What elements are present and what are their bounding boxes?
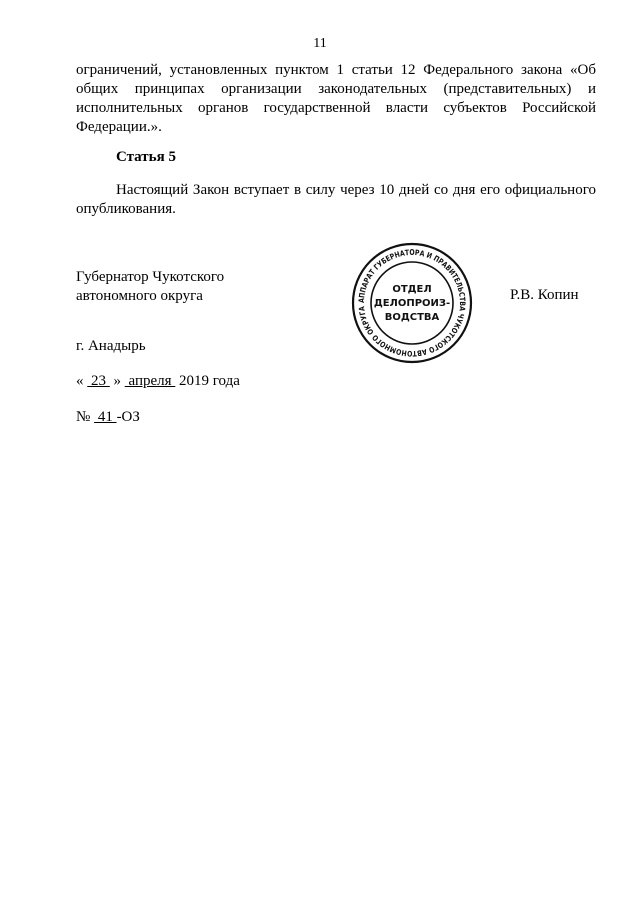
continuation-paragraph <box>76 61 596 137</box>
law-number-prefix: № <box>76 409 91 425</box>
date-open-quote: « <box>76 373 84 389</box>
article-paragraph <box>76 181 596 219</box>
date-month: апреля <box>124 373 176 389</box>
stamp-center-line3: ВОДСТВА <box>384 312 440 323</box>
stamp-center-line2: ДЕЛОПРОИЗ- <box>373 298 451 309</box>
date-line <box>76 373 240 390</box>
continuation-text: ограничений, установленных пунктом 1 статьи 12 Федерального закона «Об общих принципах организации законодательных (представительных) и исполнительных органов государственной власти субъектов Российской Федерации.». <box>76 62 596 135</box>
stamp-center-line1: ОТДЕЛ <box>392 284 432 295</box>
article-text: Настоящий Закон вступает в силу через 10 дней со дня его официального опубликования. <box>76 182 596 217</box>
signer-title-line1: Губернатор Чукотского <box>76 269 225 285</box>
signer-title-line2: автономного округа <box>76 288 203 304</box>
article-heading: Статья 5 <box>116 149 176 165</box>
date-year: 2019 года <box>179 373 240 389</box>
law-number-value: 41 <box>94 409 117 425</box>
signer-title <box>76 268 224 306</box>
place-line: г. Анадырь <box>76 338 146 354</box>
law-number-line <box>76 409 140 426</box>
stamp-ring-text: АППАРАТ ГУБЕРНАТОРА И ПРАВИТЕЛЬСТВА ЧУКОТСКОГО АВТОНОМНОГО ОКРУГА <box>356 247 468 359</box>
official-stamp <box>349 240 475 366</box>
date-day: 23 <box>87 373 110 389</box>
date-close-quote: » <box>113 373 121 389</box>
law-number-suffix: -ОЗ <box>116 409 140 425</box>
signer-name: Р.В. Копин <box>510 287 579 303</box>
page-number: 11 <box>313 36 327 51</box>
